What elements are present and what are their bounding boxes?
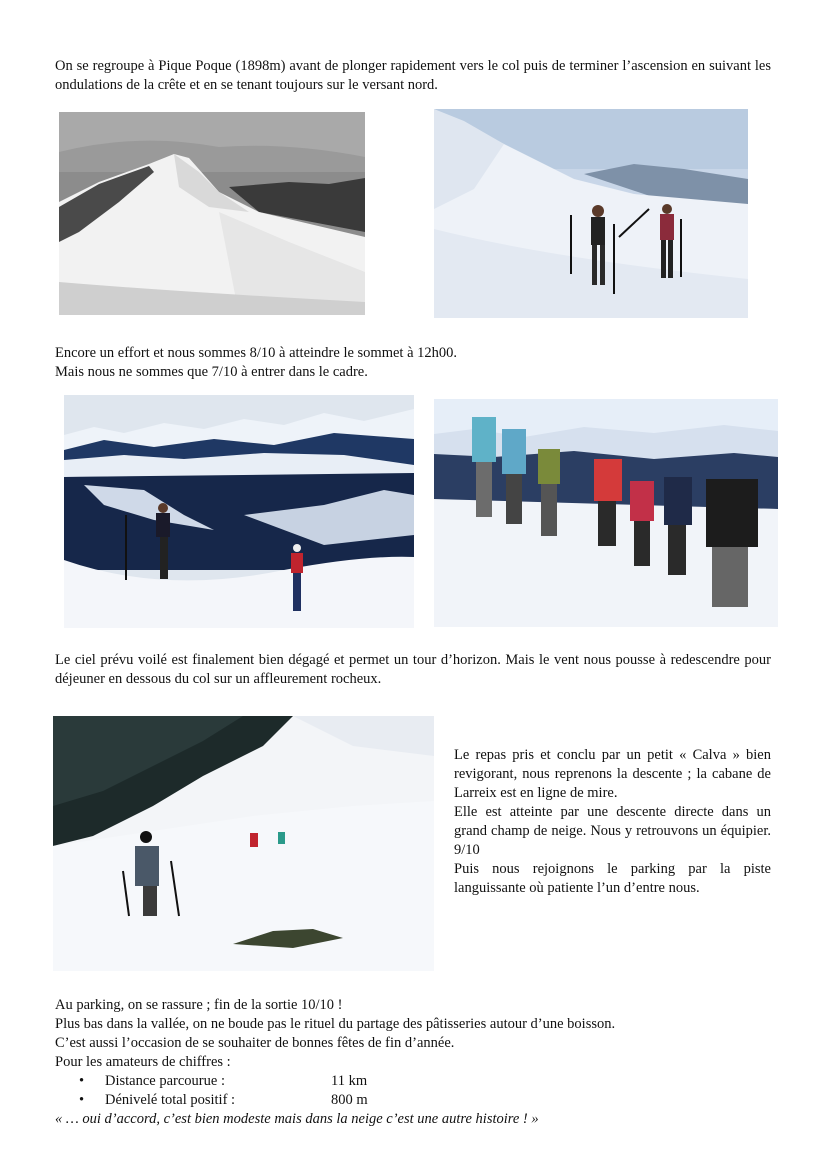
photo-group-eight	[434, 399, 778, 627]
photo-panorama-hikers	[64, 395, 414, 628]
bullet: •	[79, 1092, 85, 1108]
side-text-p2: Elle est atteinte par une descente directe dans un grand champ de neige. Nous y retrouvons un équipier. 9/10	[454, 804, 771, 858]
closing-quote: « … oui d’accord, c’est bien modeste mais dans la neige c’est une autre histoire ! »	[55, 1111, 539, 1127]
stats-item	[55, 1072, 795, 1091]
photo-summit-ridge-bw	[59, 112, 365, 315]
side-text	[454, 746, 771, 898]
summit-paragraph	[55, 344, 771, 382]
side-text-p1: Le repas pris et conclu par un petit « Calva » bien revigorant, nous reprenons la descente ; la cabane de Larreix est en ligne de mire.	[454, 747, 771, 801]
closing-line-4: Pour les amateurs de chiffres :	[55, 1054, 231, 1070]
bullet: •	[79, 1073, 85, 1089]
intro-paragraph: On se regroupe à Pique Poque (1898m) avant de plonger rapidement vers le col puis de terminer l’ascension en suivant les ondulations de la crête et en se tenant toujours sur le versant nord.	[55, 58, 771, 93]
closing-line-2: Plus bas dans la vallée, on ne boude pas le rituel du partage des pâtisseries autour d’une boisson.	[55, 1016, 616, 1032]
photo-two-hikers-slope	[434, 109, 748, 318]
closing-line-3: C’est aussi l’occasion de se souhaiter de bonnes fêtes de fin d’année.	[55, 1035, 455, 1051]
side-text-p3: Puis nous rejoignons le parking par la piste languissante où patiente l’un d’entre nous.	[454, 861, 771, 896]
closing-section	[55, 996, 795, 1129]
stat-label: Distance parcourue :	[105, 1073, 225, 1089]
stat-label: Dénivelé total positif :	[105, 1092, 236, 1108]
summit-line-2: Mais nous ne sommes que 7/10 à entrer dans le cadre.	[55, 364, 368, 380]
horizon-paragraph: Le ciel prévu voilé est finalement bien dégagé et permet un tour d’horizon. Mais le vent nous pousse à redescendre pour déjeuner en dessous du col sur un affleurement rocheux.	[55, 652, 771, 687]
closing-line-1: Au parking, on se rassure ; fin de la sortie 10/10 !	[55, 997, 343, 1013]
stat-value: 800 m	[331, 1092, 368, 1108]
photo-descent-snowfield	[53, 716, 434, 971]
stat-value: 11 km	[331, 1073, 368, 1089]
stats-list	[55, 1072, 795, 1110]
summit-line-1: Encore un effort et nous sommes 8/10 à atteindre le sommet à 12h00.	[55, 345, 458, 361]
stats-item	[55, 1091, 795, 1110]
